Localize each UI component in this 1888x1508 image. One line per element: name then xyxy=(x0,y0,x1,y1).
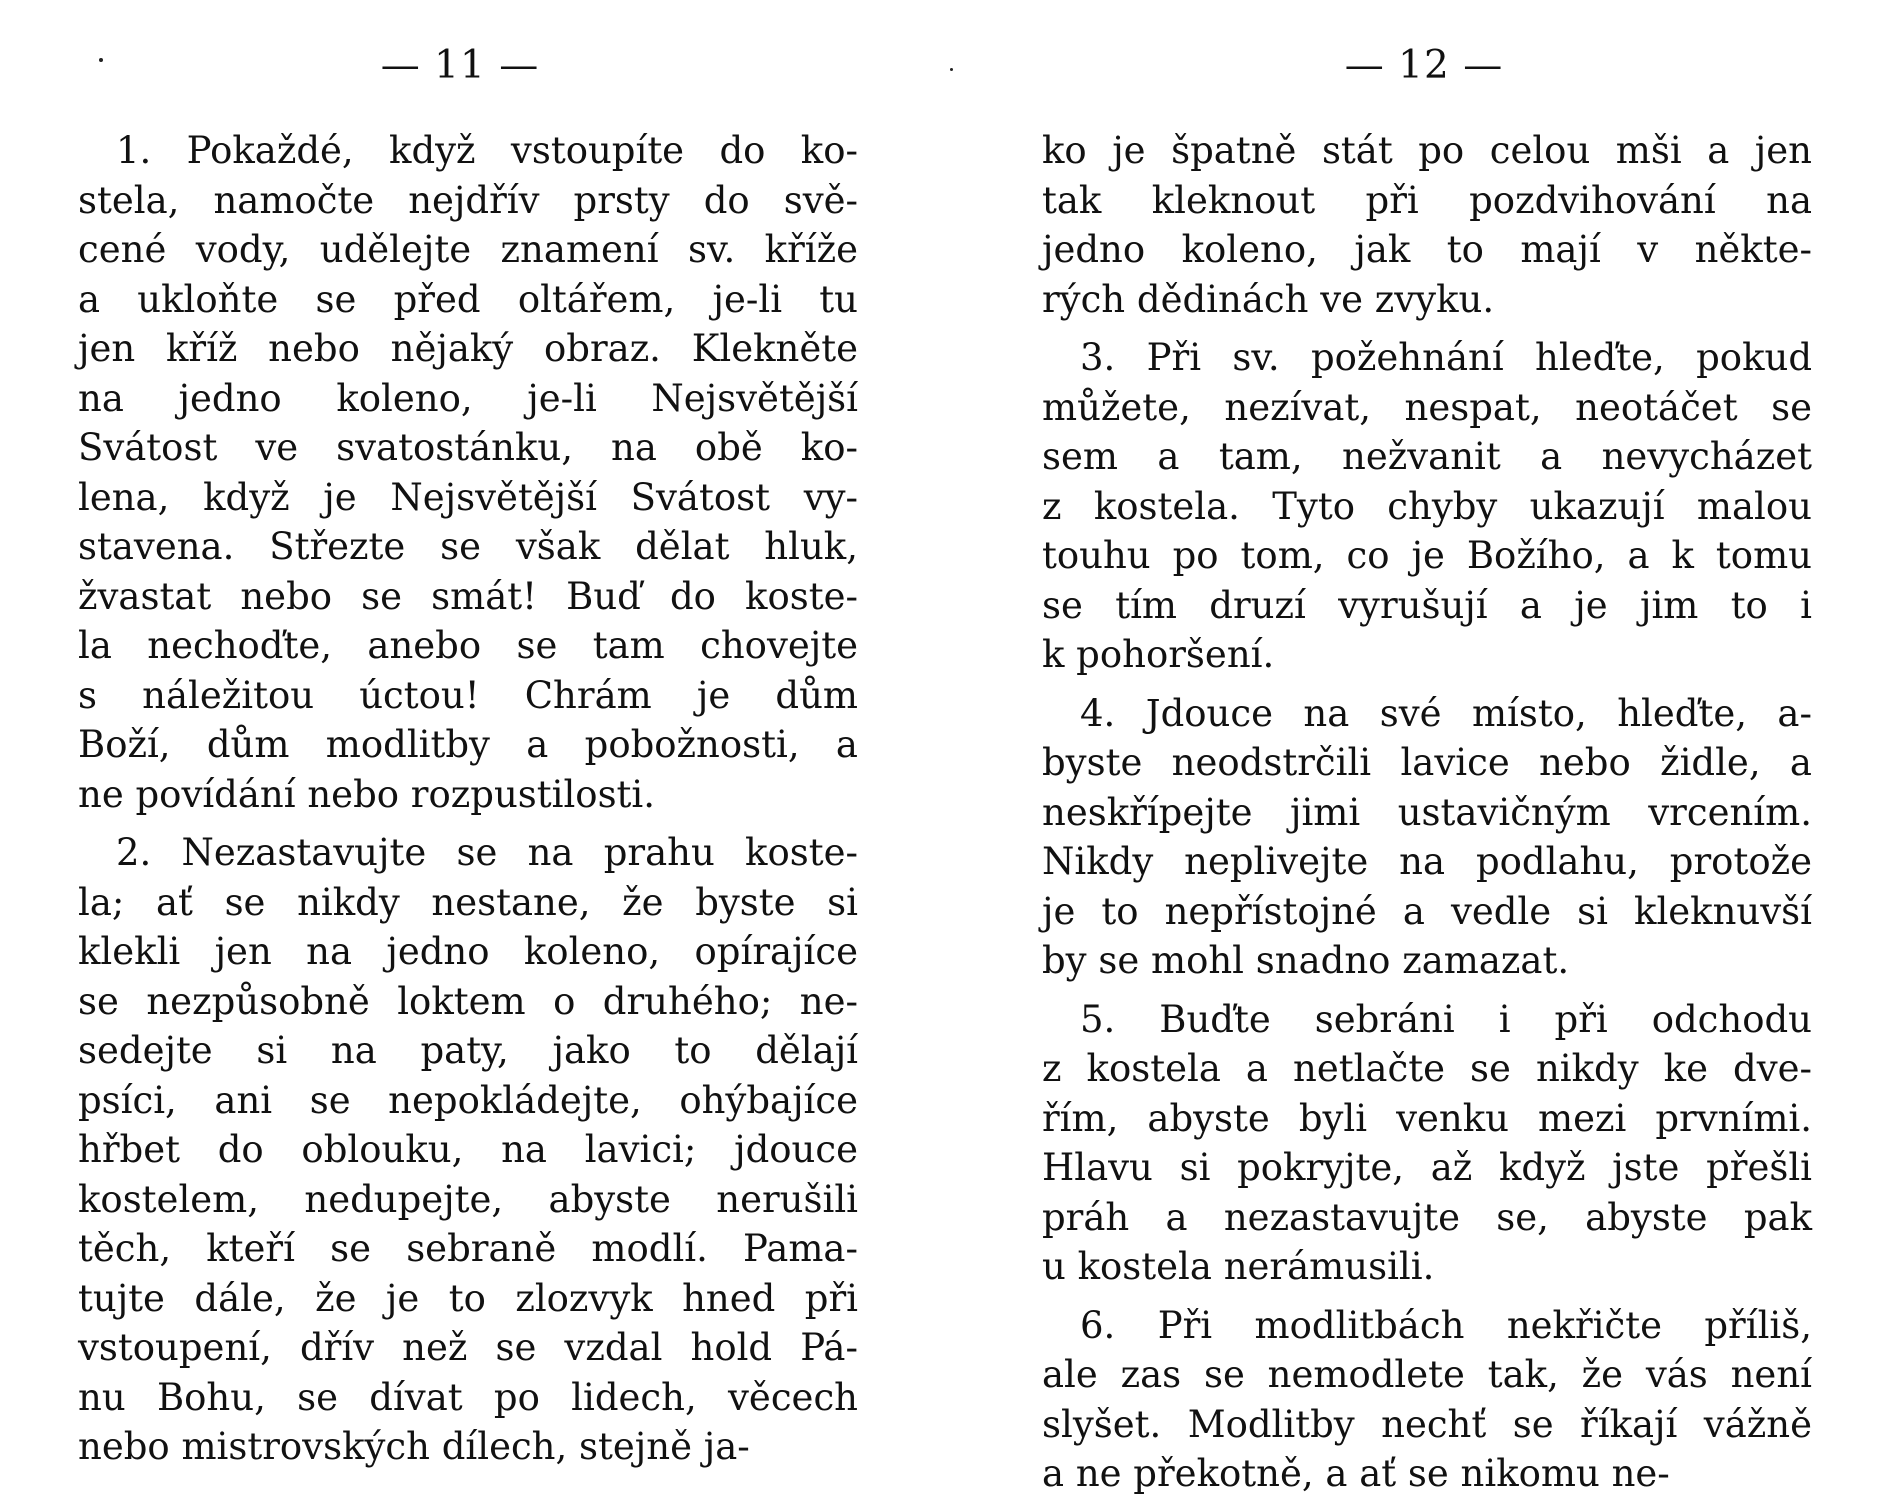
text-line: Boží, dům modlitby a pobožnosti, a xyxy=(78,723,858,766)
text-line: u kostela nerámusili. xyxy=(1042,1245,1435,1288)
text-line: k pohoršení. xyxy=(1042,633,1275,676)
text-line: slyšet. Modlitby nechť se říkají vážně xyxy=(1042,1402,1812,1446)
text-line: můžete, nezívat, nespat, neotáčet se xyxy=(1042,385,1812,429)
text-line: 5. Buďte sebráni i při odchodu xyxy=(1080,997,1812,1041)
text-line: la; ať se nikdy nestane, že byste si xyxy=(78,880,858,924)
text-line: ale zas se nemodlete tak, že vás není xyxy=(1042,1353,1812,1396)
text-line: 6. Při modlitbách nekřičte příliš, xyxy=(1080,1303,1812,1347)
text-line: lena, když je Nejsvětější Svátost vy- xyxy=(78,475,858,519)
paragraph xyxy=(1042,126,1812,324)
text-line: jen kříž nebo nějaký obraz. Klekněte xyxy=(78,327,858,370)
text-line: kostelem, nedupejte, abyste nerušili xyxy=(78,1177,858,1221)
text-line: ne povídání nebo rozpustilosti. xyxy=(78,772,656,816)
paragraph xyxy=(78,126,858,819)
text-line: se nezpůsobně loktem o druhého; ne- xyxy=(78,979,858,1023)
text-line: touhu po tom, co je Božího, a k tomu xyxy=(1042,534,1812,577)
text-line: stela, namočte nejdřív prsty do svě- xyxy=(78,178,858,222)
text-line: tak kleknout při pozdvihování na xyxy=(1042,178,1812,222)
paragraph xyxy=(1042,689,1812,986)
text-line: a ukloňte se před oltářem, je-li tu xyxy=(78,277,858,321)
text-line: Svátost ve svatostánku, na obě ko- xyxy=(78,426,858,469)
text-line: nebo mistrovských dílech, stejně ja- xyxy=(78,1425,750,1468)
text-line: psíci, ani se nepokládejte, ohýbajíce xyxy=(78,1078,858,1122)
left-text-block xyxy=(78,126,858,1481)
text-line: vstoupení, dřív než se vzdal hold Pá- xyxy=(78,1326,858,1369)
text-line: rých dědinách ve zvyku. xyxy=(1042,277,1495,321)
text-line: těch, kteří se sebraně modlí. Pama- xyxy=(78,1227,858,1270)
paragraph xyxy=(1042,333,1812,680)
text-line: 1. Pokaždé, když vstoupíte do ko- xyxy=(116,129,858,172)
print-speck xyxy=(99,58,103,62)
text-line: z kostela a netlačte se nikdy ke dve- xyxy=(1042,1047,1812,1090)
text-line: cené vody, udělejte znamení sv. kříže xyxy=(78,228,858,271)
page-number-right: — 12 — xyxy=(1344,43,1504,88)
text-line: 2. Nezastavujte se na prahu koste- xyxy=(116,831,858,874)
text-line: práh a nezastavujte se, abyste pak xyxy=(1042,1195,1812,1239)
text-line: z kostela. Tyto chyby ukazují malou xyxy=(1042,484,1812,528)
text-line: klekli jen na jedno koleno, opírajíce xyxy=(78,930,858,973)
text-line: 3. Při sv. požehnání hleďte, pokud xyxy=(1080,336,1812,379)
text-line: s náležitou úctou! Chrám je dům xyxy=(78,673,858,717)
text-line: sedejte si na paty, jako to dělají xyxy=(78,1029,858,1072)
text-line: a ne překotně, a ať se nikomu ne- xyxy=(1042,1452,1670,1495)
text-line: hřbet do oblouku, na lavici; jdouce xyxy=(78,1128,858,1171)
print-speck xyxy=(950,68,953,71)
right-text-block xyxy=(1042,126,1812,1508)
text-line: tujte dále, že je to zlozvyk hned při xyxy=(78,1276,858,1320)
left-page xyxy=(0,0,944,1500)
text-line: nu Bohu, se dívat po lidech, věcech xyxy=(78,1375,858,1419)
text-line: sem a tam, nežvanit a nevycházet xyxy=(1042,435,1812,478)
paragraph xyxy=(1042,1301,1812,1499)
text-line: byste neodstrčili lavice nebo židle, a xyxy=(1042,741,1812,784)
text-line: se tím druzí vyrušují a je jim to i xyxy=(1042,583,1812,627)
text-line: je to nepřístojné a vedle si kleknuvší xyxy=(1042,889,1812,933)
page-number-left: — 11 — xyxy=(380,43,540,88)
text-line: stavena. Střezte se však dělat hluk, xyxy=(78,525,858,568)
text-line: Hlavu si pokryjte, až když jste přešli xyxy=(1042,1146,1812,1189)
text-line: řím, abyste byli venku mezi prvními. xyxy=(1042,1096,1812,1140)
text-line: by se mohl snadno zamazat. xyxy=(1042,939,1570,982)
text-line: žvastat nebo se smát! Buď do koste- xyxy=(78,574,858,618)
text-line: jedno koleno, jak to mají v někte- xyxy=(1042,228,1812,271)
text-line: 4. Jdouce na své místo, hleďte, a- xyxy=(1080,691,1812,735)
text-line: la nechoďte, anebo se tam chovejte xyxy=(78,624,858,667)
paragraph xyxy=(1042,995,1812,1292)
paragraph xyxy=(78,828,858,1472)
text-line: na jedno koleno, je-li Nejsvětější xyxy=(78,376,858,420)
text-line: neskřípejte jimi ustavičným vrcením. xyxy=(1042,790,1812,834)
text-line: ko je špatně stát po celou mši a jen xyxy=(1042,129,1812,172)
text-line: Nikdy neplivejte na podlahu, protože xyxy=(1042,840,1812,883)
right-page xyxy=(944,0,1888,1500)
